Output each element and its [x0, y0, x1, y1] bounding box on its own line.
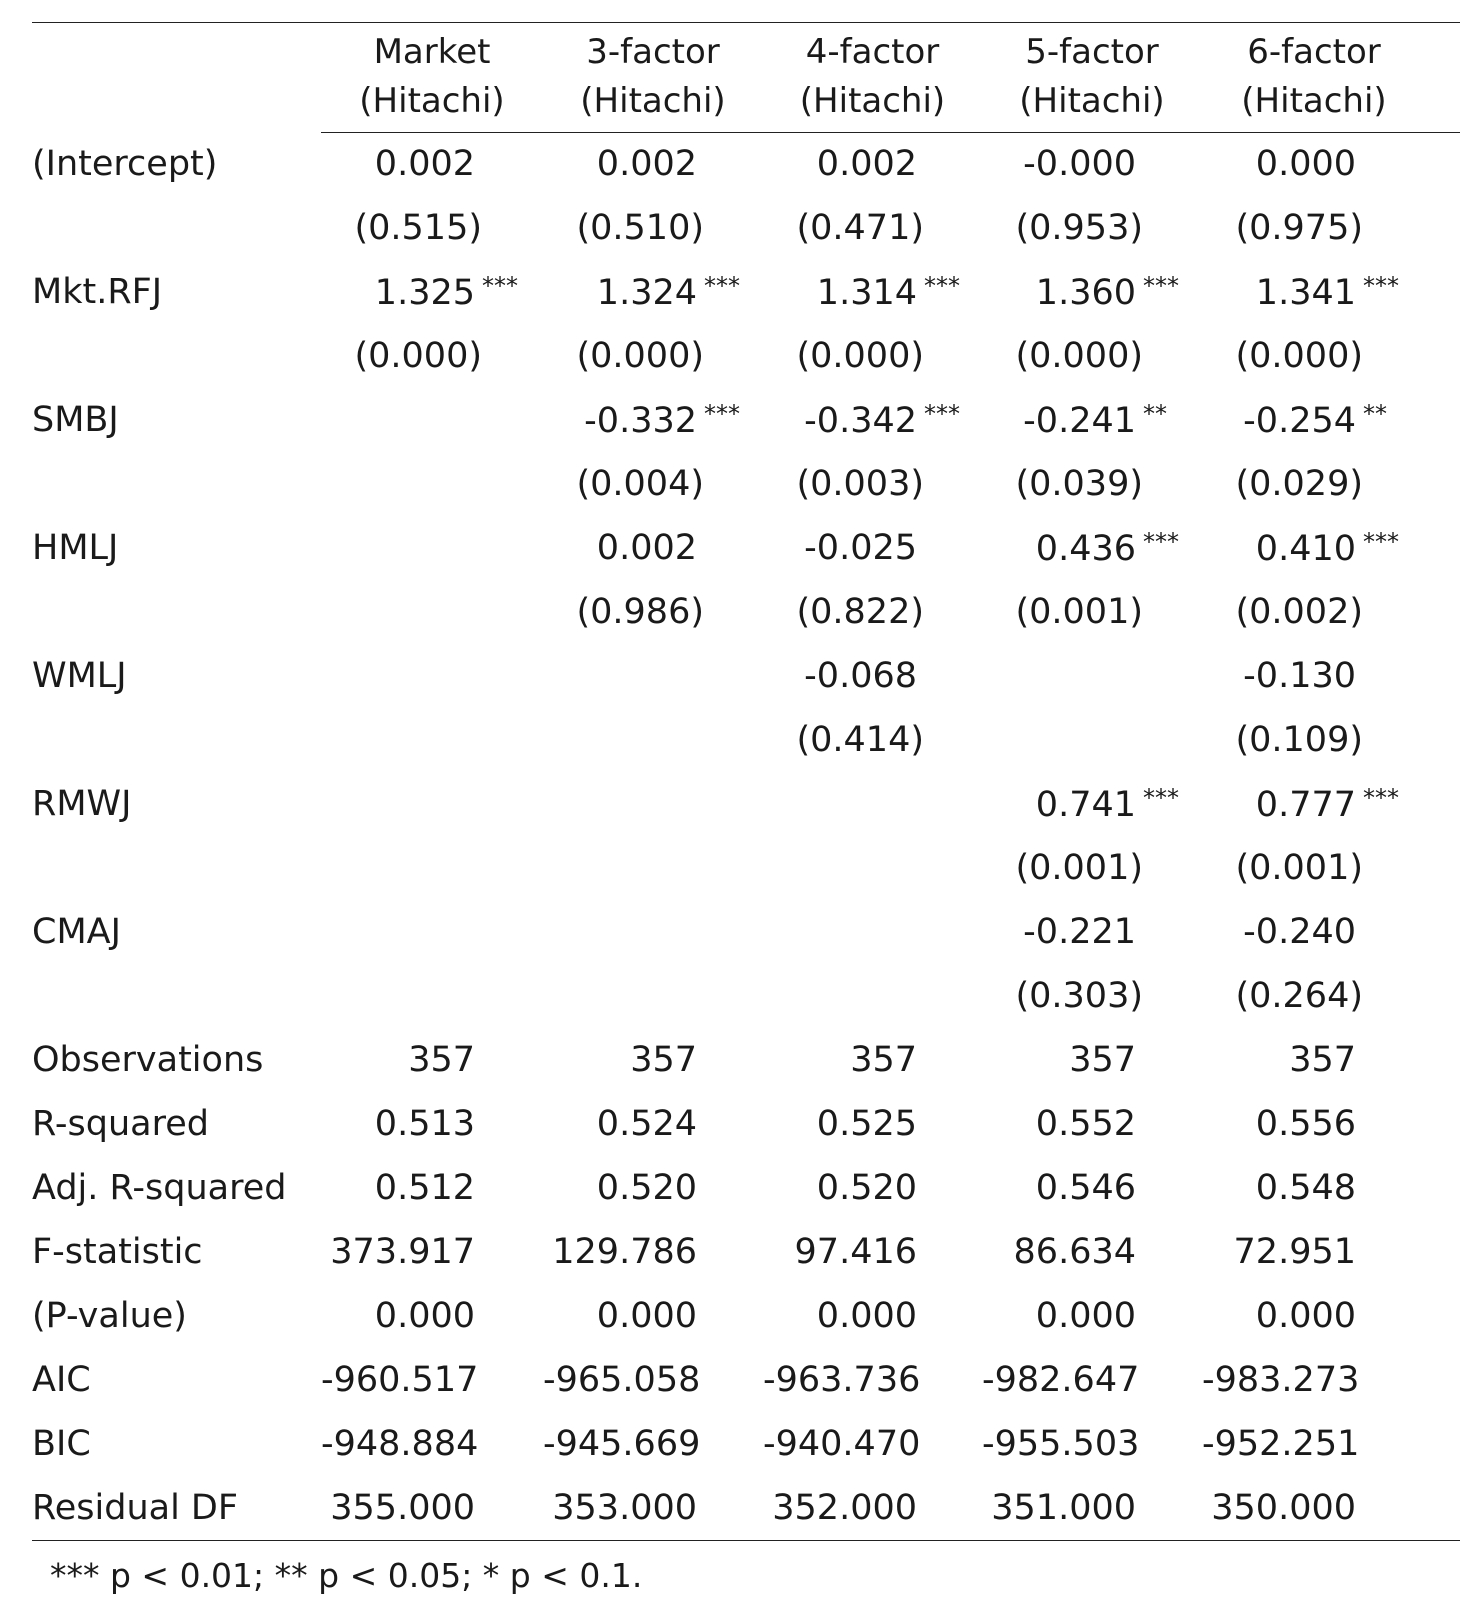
estimate-cell: [763, 900, 982, 964]
pvalue-cell: [543, 452, 763, 516]
statistic-cell: [543, 1092, 763, 1156]
pvalue-cell: [321, 580, 543, 644]
row-label: BIC: [32, 1424, 91, 1464]
pvalue-row: [32, 964, 1460, 1028]
statistic-value: 86.634: [1013, 1232, 1136, 1272]
pvalue-row: [32, 836, 1460, 900]
estimate-value: -0.000: [1023, 144, 1136, 184]
pvalue-value: (0.003): [796, 464, 924, 504]
coefficient-row: [32, 772, 1460, 836]
pvalue-value: (0.822): [796, 592, 924, 632]
estimate-cell: [982, 388, 1202, 452]
estimate-cell: [982, 132, 1202, 196]
statistic-value: 97.416: [794, 1232, 917, 1272]
statistic-cell: [321, 1412, 543, 1476]
row-label-empty: [32, 196, 321, 260]
statistic-value: -983.273: [1202, 1360, 1360, 1400]
statistic-value: 357: [1069, 1040, 1136, 1080]
pvalue-cell: [1202, 324, 1460, 388]
pvalue-cell: [321, 196, 543, 260]
estimate-value: -0.342: [804, 400, 917, 441]
significance-stars: **: [1363, 399, 1387, 428]
pvalue-cell: [763, 324, 982, 388]
statistic-value: 357: [1289, 1040, 1356, 1080]
statistic-cell: [321, 1028, 543, 1092]
pvalue-cell: [763, 836, 982, 900]
estimate-cell: [543, 388, 763, 452]
estimate-cell: [321, 644, 543, 708]
pvalue-cell: [763, 964, 982, 1028]
header-stub: [32, 22, 321, 132]
pvalue-value: (0.109): [1235, 720, 1363, 760]
statistic-cell: [982, 1348, 1202, 1412]
statistic-value: 351.000: [991, 1488, 1136, 1528]
row-label: F-statistic: [32, 1232, 203, 1272]
pvalue-value: (0.264): [1235, 976, 1363, 1016]
significance-stars: ***: [924, 271, 960, 300]
statistic-cell: [982, 1028, 1202, 1092]
pvalue-cell: [543, 964, 763, 1028]
statistic-value: -960.517: [321, 1360, 479, 1400]
estimate-cell: [1202, 260, 1460, 324]
pvalue-cell: [321, 708, 543, 772]
pvalue-cell: [1202, 964, 1460, 1028]
statistic-cell: [1202, 1220, 1460, 1284]
statistic-value: 0.513: [374, 1104, 475, 1144]
significance-stars: ***: [1363, 527, 1399, 556]
pvalue-cell: [321, 452, 543, 516]
pvalue-cell: [543, 196, 763, 260]
pvalue-cell: [763, 708, 982, 772]
pvalue-value: (0.000): [576, 336, 704, 376]
pvalue-value: (0.986): [576, 592, 704, 632]
pvalue-cell: [763, 580, 982, 644]
significance-stars: ***: [482, 271, 518, 300]
row-label: Residual DF: [32, 1488, 239, 1528]
estimate-cell: [982, 772, 1202, 836]
estimate-cell: [321, 388, 543, 452]
estimate-value: 1.325: [374, 272, 475, 313]
pvalue-value: (0.000): [1015, 336, 1143, 376]
significance-stars: ***: [1143, 783, 1179, 812]
estimate-value: -0.221: [1023, 912, 1136, 952]
row-label: Observations: [32, 1040, 264, 1080]
significance-stars: **: [1143, 399, 1167, 428]
statistic-cell: [1202, 1284, 1460, 1348]
statistic-value: 0.000: [1035, 1296, 1136, 1336]
pvalue-row: [32, 196, 1460, 260]
pvalue-value: (0.001): [1015, 848, 1143, 888]
column-header: 3-factor (Hitachi): [580, 32, 726, 121]
row-label-empty: [32, 580, 321, 644]
statistic-value: 373.917: [330, 1232, 475, 1272]
pvalue-cell: [321, 836, 543, 900]
statistic-cell: [763, 1092, 982, 1156]
statistic-cell: [982, 1284, 1202, 1348]
header-row: [32, 22, 1460, 132]
row-label-empty: [32, 708, 321, 772]
statistic-cell: [763, 1348, 982, 1412]
row-label-empty: [32, 452, 321, 516]
statistic-cell: [982, 1092, 1202, 1156]
statistic-cell: [1202, 1348, 1460, 1412]
statistic-cell: [763, 1284, 982, 1348]
pvalue-cell: [543, 708, 763, 772]
estimate-cell: [1202, 132, 1460, 196]
pvalue-cell: [1202, 836, 1460, 900]
estimate-cell: [1202, 516, 1460, 580]
statistic-value: 0.546: [1035, 1168, 1136, 1208]
statistic-value: 0.525: [816, 1104, 917, 1144]
estimate-cell: [1202, 388, 1460, 452]
statistic-value: 0.552: [1035, 1104, 1136, 1144]
estimate-cell: [982, 900, 1202, 964]
estimate-cell: [1202, 772, 1460, 836]
statistic-value: 357: [630, 1040, 697, 1080]
estimate-cell: [1202, 644, 1460, 708]
statistic-cell: [982, 1156, 1202, 1220]
statistic-cell: [1202, 1092, 1460, 1156]
statistic-cell: [321, 1284, 543, 1348]
statistic-value: 0.000: [374, 1296, 475, 1336]
coefficient-row: [32, 260, 1460, 324]
estimate-cell: [763, 644, 982, 708]
statistic-value: 0.520: [596, 1168, 697, 1208]
pvalue-cell: [1202, 452, 1460, 516]
statistic-value: 0.512: [374, 1168, 475, 1208]
pvalue-value: (0.510): [576, 208, 704, 248]
significance-footnote: *** p < 0.01; ** p < 0.05; * p < 0.1.: [50, 1556, 643, 1595]
estimate-value: 1.314: [816, 272, 917, 313]
row-label: CMAJ: [32, 912, 121, 952]
bottom-rule: [32, 1540, 1460, 1541]
statistic-cell: [543, 1476, 763, 1540]
statistic-value: 0.000: [816, 1296, 917, 1336]
significance-stars: ***: [1143, 527, 1179, 556]
estimate-cell: [543, 516, 763, 580]
coefficient-table: [32, 22, 1460, 1540]
pvalue-cell: [982, 964, 1202, 1028]
statistic-cell: [1202, 1412, 1460, 1476]
significance-stars: ***: [704, 399, 740, 428]
estimate-value: -0.240: [1243, 912, 1356, 952]
pvalue-value: (0.975): [1235, 208, 1363, 248]
statistic-cell: [321, 1348, 543, 1412]
pvalue-row: [32, 324, 1460, 388]
statistic-cell: [763, 1476, 982, 1540]
pvalue-value: (0.414): [796, 720, 924, 760]
column-header: Market (Hitachi): [359, 32, 505, 121]
statistic-value: 129.786: [552, 1232, 697, 1272]
estimate-cell: [321, 516, 543, 580]
statistic-cell: [543, 1220, 763, 1284]
pvalue-value: (0.515): [354, 208, 482, 248]
pvalue-cell: [982, 324, 1202, 388]
statistic-cell: [543, 1028, 763, 1092]
estimate-cell: [543, 772, 763, 836]
estimate-value: -0.241: [1023, 400, 1136, 441]
pvalue-value: (0.002): [1235, 592, 1363, 632]
statistic-cell: [321, 1220, 543, 1284]
row-label: AIC: [32, 1360, 91, 1400]
statistic-value: 0.548: [1255, 1168, 1356, 1208]
row-label: (P-value): [32, 1296, 187, 1336]
row-label: Mkt.RFJ: [32, 272, 163, 312]
estimate-value: -0.254: [1243, 400, 1356, 441]
statistic-cell: [1202, 1156, 1460, 1220]
estimate-value: 1.341: [1255, 272, 1356, 313]
statistic-value: 0.000: [1255, 1296, 1356, 1336]
significance-stars: ***: [1143, 271, 1179, 300]
statistic-cell: [543, 1412, 763, 1476]
statistic-value: 355.000: [330, 1488, 475, 1528]
row-label: WMLJ: [32, 656, 127, 696]
row-label: HMLJ: [32, 528, 119, 568]
statistic-value: -963.736: [763, 1360, 921, 1400]
row-label-empty: [32, 964, 321, 1028]
pvalue-value: (0.303): [1015, 976, 1143, 1016]
statistic-value: -955.503: [982, 1424, 1140, 1464]
pvalue-row: [32, 452, 1460, 516]
estimate-value: 0.002: [596, 144, 697, 184]
estimate-value: 0.002: [374, 144, 475, 184]
estimate-cell: [321, 132, 543, 196]
pvalue-cell: [543, 836, 763, 900]
column-header: 4-factor (Hitachi): [799, 32, 946, 121]
pvalue-cell: [982, 836, 1202, 900]
estimate-cell: [1202, 900, 1460, 964]
statistic-cell: [1202, 1476, 1460, 1540]
statistic-row: [32, 1348, 1460, 1412]
statistic-value: 0.524: [596, 1104, 697, 1144]
estimate-cell: [763, 772, 982, 836]
pvalue-cell: [763, 196, 982, 260]
pvalue-cell: [1202, 580, 1460, 644]
statistic-cell: [321, 1092, 543, 1156]
statistic-value: 353.000: [552, 1488, 697, 1528]
pvalue-cell: [1202, 196, 1460, 260]
estimate-cell: [543, 644, 763, 708]
statistic-value: 357: [850, 1040, 917, 1080]
pvalue-row: [32, 580, 1460, 644]
pvalue-cell: [982, 196, 1202, 260]
pvalue-value: (0.001): [1015, 592, 1143, 632]
estimate-value: 0.002: [596, 528, 697, 568]
statistic-cell: [763, 1412, 982, 1476]
pvalue-row: [32, 708, 1460, 772]
estimate-value: -0.130: [1243, 656, 1356, 696]
statistic-value: 72.951: [1233, 1232, 1356, 1272]
statistic-value: -948.884: [321, 1424, 479, 1464]
statistic-value: 357: [408, 1040, 475, 1080]
estimate-cell: [321, 260, 543, 324]
estimate-cell: [543, 260, 763, 324]
pvalue-value: (0.471): [796, 208, 924, 248]
statistic-cell: [982, 1476, 1202, 1540]
column-header: 6-factor (Hitachi): [1241, 32, 1387, 121]
pvalue-cell: [982, 452, 1202, 516]
estimate-value: 0.741: [1035, 784, 1136, 825]
pvalue-cell: [321, 964, 543, 1028]
coefficient-row: [32, 132, 1460, 196]
estimate-value: 1.360: [1035, 272, 1136, 313]
pvalue-cell: [543, 580, 763, 644]
statistic-value: -952.251: [1202, 1424, 1360, 1464]
significance-stars: ***: [1363, 783, 1399, 812]
estimate-value: 0.436: [1035, 528, 1136, 569]
pvalue-cell: [982, 580, 1202, 644]
pvalue-cell: [1202, 708, 1460, 772]
statistic-row: [32, 1156, 1460, 1220]
statistic-cell: [321, 1156, 543, 1220]
estimate-cell: [763, 388, 982, 452]
column-header: 5-factor (Hitachi): [1019, 32, 1165, 121]
coefficient-row: [32, 644, 1460, 708]
pvalue-cell: [321, 324, 543, 388]
statistic-value: 0.556: [1255, 1104, 1356, 1144]
pvalue-cell: [982, 708, 1202, 772]
statistic-row: [32, 1028, 1460, 1092]
significance-stars: ***: [1363, 271, 1399, 300]
coefficient-row: [32, 388, 1460, 452]
estimate-cell: [982, 644, 1202, 708]
statistic-cell: [982, 1412, 1202, 1476]
coefficient-row: [32, 516, 1460, 580]
estimate-cell: [321, 772, 543, 836]
statistic-value: 0.000: [596, 1296, 697, 1336]
estimate-value: 0.000: [1255, 144, 1356, 184]
pvalue-value: (0.000): [1235, 336, 1363, 376]
pvalue-value: (0.001): [1235, 848, 1363, 888]
estimate-value: 0.002: [816, 144, 917, 184]
estimate-cell: [982, 516, 1202, 580]
statistic-cell: [1202, 1028, 1460, 1092]
pvalue-cell: [763, 452, 982, 516]
statistic-value: 352.000: [772, 1488, 917, 1528]
row-label-empty: [32, 836, 321, 900]
statistic-value: -982.647: [982, 1360, 1140, 1400]
estimate-cell: [982, 260, 1202, 324]
statistic-row: [32, 1092, 1460, 1156]
significance-stars: ***: [924, 399, 960, 428]
estimate-cell: [763, 516, 982, 580]
statistic-cell: [763, 1028, 982, 1092]
estimate-value: 1.324: [596, 272, 697, 313]
statistic-row: [32, 1412, 1460, 1476]
row-label: R-squared: [32, 1104, 209, 1144]
statistic-row: [32, 1284, 1460, 1348]
estimate-cell: [763, 260, 982, 324]
row-label: Adj. R-squared: [32, 1168, 287, 1208]
row-label: RMWJ: [32, 784, 132, 824]
row-label: (Intercept): [32, 144, 218, 184]
statistic-cell: [543, 1284, 763, 1348]
pvalue-value: (0.953): [1015, 208, 1143, 248]
pvalue-value: (0.000): [796, 336, 924, 376]
estimate-cell: [543, 900, 763, 964]
statistic-cell: [763, 1156, 982, 1220]
statistic-row: [32, 1220, 1460, 1284]
statistic-cell: [321, 1476, 543, 1540]
significance-stars: ***: [704, 271, 740, 300]
statistic-cell: [543, 1348, 763, 1412]
statistic-row: [32, 1476, 1460, 1540]
estimate-value: -0.332: [584, 400, 697, 441]
statistic-cell: [763, 1220, 982, 1284]
pvalue-value: (0.029): [1235, 464, 1363, 504]
statistic-value: -940.470: [763, 1424, 921, 1464]
statistic-value: 350.000: [1211, 1488, 1356, 1528]
statistic-value: -965.058: [543, 1360, 701, 1400]
pvalue-value: (0.000): [354, 336, 482, 376]
statistic-value: 0.520: [816, 1168, 917, 1208]
statistic-value: -945.669: [543, 1424, 701, 1464]
pvalue-value: (0.039): [1015, 464, 1143, 504]
coefficient-row: [32, 900, 1460, 964]
estimate-value: 0.410: [1255, 528, 1356, 569]
estimate-cell: [543, 132, 763, 196]
statistic-cell: [982, 1220, 1202, 1284]
estimate-cell: [763, 132, 982, 196]
pvalue-value: (0.004): [576, 464, 704, 504]
estimate-value: -0.025: [804, 528, 917, 568]
row-label-empty: [32, 324, 321, 388]
estimate-value: 0.777: [1255, 784, 1356, 825]
estimate-cell: [321, 900, 543, 964]
statistic-cell: [543, 1156, 763, 1220]
estimate-value: -0.068: [804, 656, 917, 696]
pvalue-cell: [543, 324, 763, 388]
row-label: SMBJ: [32, 400, 119, 440]
